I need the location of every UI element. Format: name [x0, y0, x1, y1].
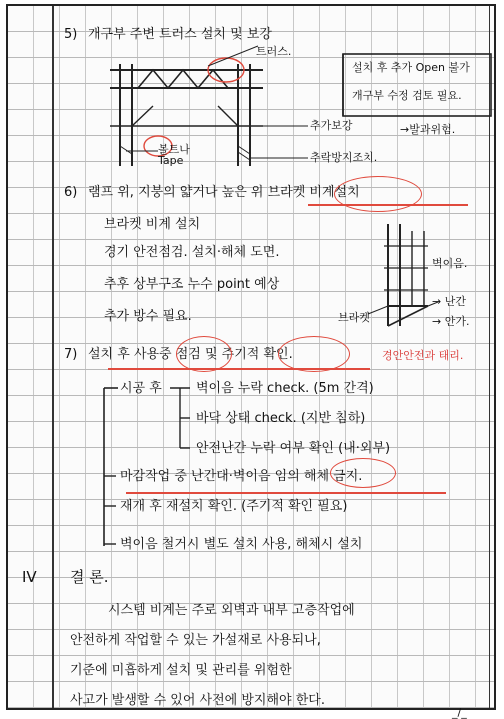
section4-number: IV — [22, 568, 37, 586]
section5-title: 개구부 주변 트러스 설치 및 보강 — [88, 27, 272, 42]
conclusion-line-4: 사고가 발생할 수 있어 사전에 방지해야 한다. — [70, 693, 325, 708]
section7-check-2: 바닥 상태 check. (지반 침하) — [196, 411, 366, 426]
conclusion-line-1: 시스템 비계는 주로 외벽과 내부 고층작업에 — [108, 603, 355, 618]
guardrail-label: → 난간 — [432, 295, 466, 308]
section6-item-4: 추가 방수 필요. — [104, 309, 192, 324]
section4-title: 결 론. — [70, 568, 109, 586]
section6-title: 램프 위, 지붕의 얇거나 높은 위 브라켓 비계설치 — [88, 185, 360, 200]
arrow-note-label: →발과위험. — [400, 123, 456, 136]
bracket-label: 브라켓 — [338, 311, 370, 324]
section6-item-2: 경기 안전점검. 설치·해체 도면. — [104, 245, 280, 260]
fall-prevent-label: 추락방지조치. — [310, 151, 378, 164]
section7-red-note: 경안안전과 태리. — [382, 349, 464, 362]
section7-number: 7) — [64, 347, 78, 362]
section6-item-3: 추후 상부구조 누수 point 예상 — [104, 277, 280, 292]
wall-tie-label: 벽이음. — [432, 257, 468, 270]
section7-title: 설치 후 사용중 점검 및 주기적 확인. — [88, 347, 293, 362]
section5-number: 5) — [64, 27, 78, 42]
after-install-label: 시공 후 — [120, 381, 162, 396]
section7-check-3: 안전난간 누락 여부 확인 (내·외부) — [196, 441, 391, 456]
section7-circle-3 — [330, 458, 396, 488]
section7-item-3: 벽이음 철거시 별도 설치 사용, 해체시 설치 — [120, 537, 363, 552]
section7-red-underline-2 — [126, 492, 446, 494]
footer-mark: _/_ — [452, 706, 467, 719]
conclusion-line-3: 기준에 미흡하게 설치 및 관리를 위험한 — [70, 663, 292, 678]
lined-paper-sheet — [6, 4, 496, 710]
conclusion-line-2: 안전하게 작업할 수 있는 가설재로 사용되나, — [70, 633, 321, 648]
section6-item-1: 브라켓 비계 설치 — [104, 217, 201, 232]
section6-number: 6) — [64, 185, 78, 200]
truss-label: 트러스. — [256, 45, 292, 58]
extra-reinforce-label: 추가보강 — [310, 119, 353, 132]
section7-item-2: 재개 후 재설치 확인. (주기적 확인 필요) — [120, 499, 348, 514]
section7-item-1: 마감작업 중 난간대·벽이음 임의 해체 금지. — [120, 469, 363, 484]
note-box-line1: 설치 후 추가 Open 불가 — [352, 61, 470, 74]
handrail-label: → 안가. — [432, 315, 470, 328]
note-box-line2: 개구부 수정 검토 필요. — [352, 89, 462, 102]
bolt-tape-label: 볼트나 Tape — [158, 143, 190, 167]
section7-check-1: 벽이음 누락 check. (5m 간격) — [196, 381, 374, 396]
